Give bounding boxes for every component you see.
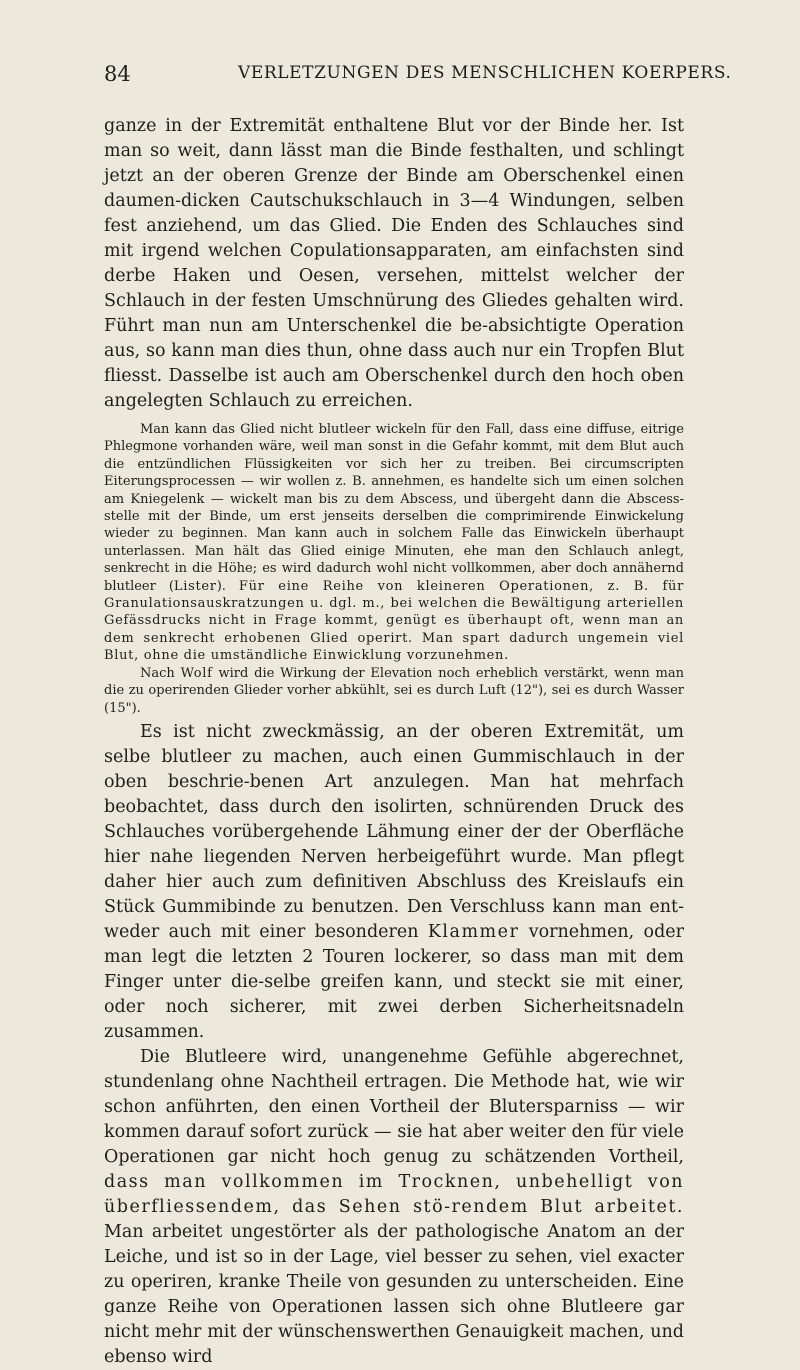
- text-run: ).: [216, 578, 239, 594]
- author-name-lister: Lister: [173, 578, 217, 594]
- note-paragraph-3: [104, 665, 684, 717]
- emphasized-word: Klammer: [427, 921, 520, 942]
- text-run: Die Blutleere wird, unangenehme Gefühle abgerechnet, stundenlang ohne Nachtheil ertragen. Die Methode hat, wie wir schon anführten, den einen Vortheil der Blutersparniss — wir kommen darauf sofort zurück — sie hat aber weiter den für viele Operationen gar nicht hoch genug zu schätzenden Vortheil,: [104, 1046, 684, 1167]
- text-run: vornehmen, oder man legt die letzten 2 Touren lockerer, so dass man mit dem Finger unter die-selbe greifen kann, und steckt sie mit einer, oder noch sicherer, mit zwei derben Sicherheitsnadeln zusammen.: [104, 921, 685, 1042]
- paragraph-5: [104, 1045, 684, 1370]
- page-body: [104, 114, 684, 1370]
- emphasized-text: Für eine Reihe von kleineren Operationen, z. B. für Granulationsauskratzungen u. dgl. m., bei welchen die Bewältigung arteriellen Gefässdrucks nicht in Frage kommt, genügt es überhaupt oft, wenn man an dem senkrecht erhobenen Glied operirt. Man spart dadurch ungemein viel Blut, ohne die umständliche Einwicklung vorzunehmen.: [104, 578, 685, 664]
- note-paragraph-2: [104, 421, 684, 665]
- text-run: Man arbeitet ungestörter als der pathologische Anatom an der Leiche, und ist so in der Lage, viel besser zu sehen, viel exacter zu operiren, kranke Theile von gesunden zu unterscheiden. Eine ganze Reihe von Operationen lassen sich ohne Blutleere gar nicht mehr mit der wünschenswerthen Genauigkeit machen, und ebenso wird: [104, 1221, 684, 1367]
- author-name-wolf: Wolf: [180, 665, 213, 681]
- text-run: Nach: [140, 665, 181, 681]
- text-run: Es ist nicht zweckmässig, an der oberen Extremität, um selbe blutleer zu machen, auch einen Gummischlauch in der oben beschrie-benen Art anzulegen. Man hat mehrfach beobachtet, dass durch den isolirten, schnürenden Druck des Schlauches vorübergehende Lähmung einer der der Oberfläche hier nahe liegenden Nerven herbeigeführt wurde. Man pflegt daher hier auch zum definitiven Abschluss des Kreislaufs ein Stück Gummibinde zu benutzen. Den Verschluss kann man ent-weder auch mit einer besonderen: [104, 721, 684, 942]
- page-header: [104, 62, 732, 88]
- paragraph-4: [104, 720, 684, 1045]
- paragraph-1: ganze in der Extremität enthaltene Blut vor der Binde her. Ist man so weit, dann lässt man die Binde festhalten, und schlingt jetzt an der oberen Grenze der Binde am Oberschenkel einen daumen-dicken Cautschukschlauch in 3—4 Windungen, selben fest anziehend, um das Glied. Die Enden des Schlauches sind mit irgend welchen Copulationsapparaten, am einfachsten sind derbe Haken und Oesen, versehen, mittelst welcher der Schlauch in der festen Umschnürung des Gliedes gehalten wird. Führt man nun am Unterschenkel die be-absichtigte Operation aus, so kann man dies thun, ohne dass auch nur ein Tropfen Blut fliesst. Dasselbe ist auch am Oberschenkel durch den hoch oben angelegten Schlauch zu erreichen.: [104, 116, 684, 411]
- emphasized-text: dass man vollkommen im Trocknen, unbehelligt von überfliessendem, das Sehen stö-rendem Blut arbeitet.: [104, 1171, 684, 1217]
- running-title: VERLETZUNGEN DES MENSCHLICHEN KOERPERS.: [238, 63, 732, 83]
- text-run: wird die Wirkung der Elevation noch erheblich verstärkt, wenn man die zu operirenden Glieder vorher abkühlt, sei es durch Luft (12"), sei es durch Wasser (15").: [104, 665, 684, 716]
- page-number: 84: [104, 62, 131, 86]
- text-run: Man kann das Glied nicht blutleer wickeln für den Fall, dass eine diffuse, eitrige Phlegmone vorhanden wäre, weil man sonst in die Gefahr kommt, mit dem Blut auch die entzündlichen Flüssigkeiten vor sich her zu treiben. Bei circumscripten Eiterungsprocessen — wir wollen z. B. annehmen, es handelte sich um einen solchen am Kniegelenk — wickelt man bis zu dem Abscess, und übergeht dann die Abscess-stelle mit der Binde, um erst jenseits derselben die comprimirende Einwickelung wieder zu beginnen. Man kann auch in solchem Falle das Einwickeln überhaupt unterlassen. Man hält das Glied einige Minuten, ehe man den Schlauch anlegt, senkrecht in die Höhe; es wird dadurch wohl nicht vollkommen, aber doch annähernd blutleer (: [104, 422, 684, 594]
